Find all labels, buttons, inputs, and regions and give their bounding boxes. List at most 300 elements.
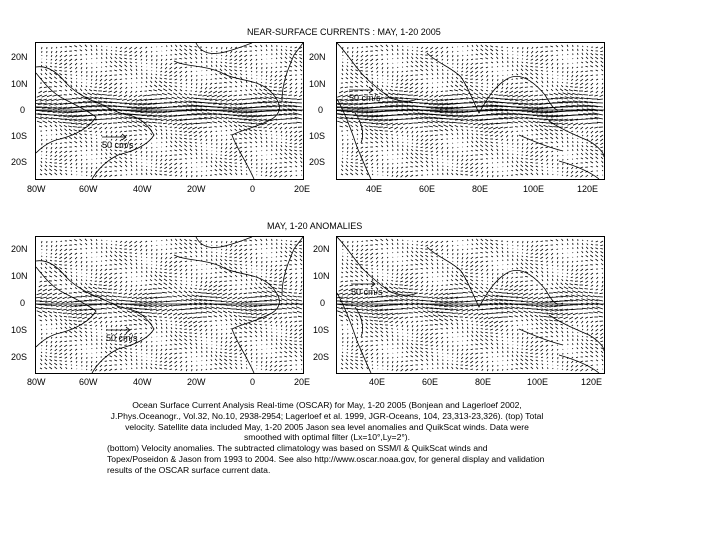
current-vector	[472, 133, 473, 135]
current-vector	[519, 91, 523, 93]
current-vector	[476, 145, 478, 147]
current-vector	[162, 309, 168, 311]
current-vector	[186, 79, 187, 81]
current-vector	[601, 61, 603, 63]
current-vector	[526, 125, 529, 127]
current-vector	[175, 369, 177, 370]
current-vector	[130, 352, 132, 353]
current-vector	[136, 162, 137, 163]
current-vector	[590, 66, 593, 67]
current-vector	[536, 73, 538, 75]
current-vector	[86, 344, 87, 345]
current-vector	[180, 365, 182, 367]
current-vector	[244, 249, 247, 251]
current-vector	[540, 55, 543, 57]
current-vector	[372, 167, 373, 168]
current-vector	[536, 129, 538, 131]
current-vector	[86, 248, 87, 249]
current-vector	[547, 74, 548, 75]
current-vector	[234, 70, 237, 71]
current-vector	[193, 321, 197, 323]
current-vector	[517, 131, 519, 132]
current-vector	[366, 133, 368, 135]
current-vector	[240, 74, 242, 76]
current-vector	[105, 269, 107, 271]
current-vector	[244, 319, 248, 321]
current-vector	[540, 63, 543, 65]
current-vector	[129, 241, 132, 243]
current-vector	[205, 285, 207, 287]
current-vector	[103, 91, 107, 92]
current-vector	[166, 59, 167, 61]
current-vector	[119, 259, 122, 261]
current-vector	[127, 121, 133, 123]
current-vector	[507, 54, 508, 55]
current-vector	[545, 55, 548, 57]
current-vector	[156, 268, 157, 269]
current-vector	[527, 51, 528, 53]
current-vector	[212, 65, 213, 67]
current-vector	[526, 66, 528, 68]
current-vector	[80, 331, 82, 333]
current-vector	[342, 65, 343, 67]
current-vector	[343, 47, 344, 49]
current-vector	[189, 291, 192, 293]
current-vector	[552, 63, 554, 65]
current-vector	[91, 175, 92, 177]
current-vector	[547, 163, 548, 165]
current-vector	[211, 139, 212, 141]
current-vector	[47, 95, 52, 97]
current-vector	[129, 55, 132, 56]
current-vector	[508, 161, 509, 163]
current-vector	[125, 91, 127, 93]
current-vector	[455, 85, 458, 87]
current-vector	[521, 69, 523, 71]
current-vector	[246, 284, 247, 285]
current-vector	[469, 89, 473, 91]
current-vector	[437, 69, 438, 71]
current-vector	[65, 159, 68, 161]
current-vector	[235, 275, 237, 277]
current-vector	[497, 61, 498, 63]
current-vector	[91, 369, 92, 371]
current-vector	[527, 55, 528, 57]
current-vector	[356, 151, 358, 153]
top-atlantic-lon-tick-80w: 80W	[27, 184, 46, 194]
current-vector	[195, 241, 197, 242]
top-right-lat-tick-10n: 10N	[309, 79, 326, 89]
current-vector	[115, 127, 117, 128]
current-vector	[590, 162, 593, 164]
current-vector	[85, 134, 87, 135]
current-vector	[179, 67, 182, 69]
current-vector	[224, 276, 227, 277]
current-vector	[148, 125, 152, 127]
current-vector	[234, 257, 237, 258]
current-vector	[46, 66, 47, 68]
current-vector	[404, 91, 408, 92]
current-vector	[301, 161, 303, 163]
current-vector	[557, 59, 558, 61]
current-vector	[59, 163, 62, 164]
current-vector	[106, 321, 108, 323]
current-vector	[141, 260, 142, 261]
current-vector	[522, 143, 523, 145]
current-vector	[271, 71, 272, 73]
current-vector	[481, 79, 483, 81]
current-vector	[234, 353, 237, 354]
current-vector	[95, 131, 97, 132]
current-vector	[587, 47, 588, 48]
current-vector	[586, 153, 588, 155]
current-vector	[190, 62, 192, 63]
current-vector	[74, 335, 77, 337]
current-vector	[171, 305, 177, 306]
current-vector	[155, 77, 157, 79]
current-vector	[526, 151, 528, 153]
current-vector	[300, 157, 302, 159]
current-vector	[206, 54, 207, 55]
current-vector	[180, 243, 182, 245]
current-vector	[81, 283, 82, 285]
current-vector	[188, 321, 192, 323]
current-vector	[370, 46, 373, 47]
current-vector	[581, 75, 584, 77]
current-vector	[171, 335, 173, 337]
current-vector	[240, 163, 242, 164]
current-vector	[299, 135, 302, 137]
current-vector	[290, 171, 292, 172]
current-vector	[355, 169, 358, 171]
current-vector	[480, 58, 483, 59]
current-vector	[177, 123, 182, 125]
current-vector	[294, 127, 297, 128]
top-atlantic-map	[35, 42, 304, 180]
current-vector	[412, 139, 413, 140]
current-vector	[86, 150, 87, 151]
current-vector	[69, 331, 72, 333]
current-vector	[86, 257, 87, 258]
current-vector	[85, 89, 87, 91]
current-vector	[76, 89, 78, 91]
current-vector	[211, 273, 212, 274]
current-vector	[137, 271, 138, 273]
current-vector	[447, 147, 448, 149]
current-vector	[149, 319, 152, 321]
current-vector	[44, 315, 47, 317]
current-vector	[141, 285, 143, 286]
current-vector	[165, 163, 167, 165]
current-vector	[56, 55, 58, 57]
current-vector	[88, 127, 92, 129]
current-vector	[536, 134, 538, 135]
current-vector	[235, 267, 237, 269]
current-vector	[75, 261, 77, 263]
current-vector	[405, 87, 408, 89]
current-vector	[299, 143, 302, 145]
current-vector	[230, 173, 232, 175]
current-vector	[131, 272, 132, 273]
current-vector	[120, 74, 122, 75]
current-vector	[591, 131, 593, 133]
current-vector	[49, 363, 52, 365]
current-vector	[65, 138, 67, 139]
top-indian-map	[336, 42, 605, 180]
current-vector	[146, 59, 147, 61]
current-vector	[155, 319, 157, 321]
current-vector	[536, 86, 538, 87]
current-vector	[476, 49, 478, 51]
current-vector	[196, 149, 197, 151]
current-vector	[347, 66, 348, 68]
current-vector	[463, 93, 469, 95]
current-vector	[145, 241, 147, 242]
current-vector	[591, 87, 593, 89]
current-vector	[81, 63, 82, 65]
current-vector	[106, 135, 107, 137]
current-vector	[397, 163, 398, 164]
current-vector	[285, 153, 287, 155]
top-indian-lon-tick-40e: 40E	[366, 184, 383, 194]
current-vector	[300, 91, 302, 93]
current-vector	[503, 95, 508, 96]
current-vector	[562, 175, 563, 176]
current-vector	[360, 63, 363, 65]
current-vector	[74, 240, 77, 242]
current-vector	[196, 157, 197, 159]
current-vector	[491, 149, 493, 151]
current-vector	[120, 83, 122, 85]
current-vector	[585, 91, 589, 92]
current-vector	[46, 260, 47, 262]
current-vector	[179, 317, 182, 319]
current-vector	[462, 159, 464, 161]
current-vector	[76, 353, 77, 355]
current-vector	[165, 353, 167, 355]
current-vector	[441, 47, 443, 49]
current-vector	[76, 75, 77, 76]
current-vector	[147, 77, 148, 79]
current-vector	[241, 85, 242, 87]
current-vector	[361, 151, 364, 153]
current-vector	[124, 252, 127, 253]
current-vector	[516, 83, 519, 84]
current-vector	[69, 323, 72, 325]
current-vector	[75, 146, 77, 147]
current-vector	[65, 51, 67, 52]
current-vector	[517, 69, 518, 71]
current-vector	[129, 135, 132, 136]
current-vector	[452, 122, 458, 123]
current-vector	[356, 59, 358, 61]
current-vector	[401, 171, 403, 173]
current-vector	[351, 165, 354, 167]
current-vector	[412, 131, 413, 133]
current-vector	[100, 167, 102, 168]
current-vector	[132, 174, 133, 175]
current-vector	[59, 74, 62, 76]
current-vector	[166, 249, 167, 250]
current-vector	[211, 359, 212, 361]
current-vector	[271, 163, 272, 164]
current-vector	[229, 359, 232, 361]
current-vector	[60, 170, 62, 171]
current-vector	[396, 175, 398, 177]
current-vector	[61, 323, 63, 325]
current-vector	[261, 45, 263, 47]
current-vector	[125, 263, 127, 265]
current-vector	[416, 175, 418, 176]
current-vector	[284, 157, 287, 159]
current-vector	[221, 341, 222, 343]
current-vector	[124, 316, 128, 317]
current-vector	[169, 365, 172, 367]
current-vector	[171, 331, 172, 333]
current-vector	[122, 99, 127, 100]
current-vector	[146, 169, 147, 171]
current-vector	[191, 87, 192, 88]
current-vector	[221, 249, 222, 250]
current-vector	[245, 159, 247, 161]
current-vector	[366, 51, 368, 52]
current-vector	[402, 135, 403, 136]
current-vector	[481, 75, 483, 77]
current-vector	[119, 252, 122, 254]
current-vector	[99, 127, 102, 129]
current-vector	[420, 157, 423, 159]
current-vector	[472, 141, 474, 143]
current-vector	[381, 45, 384, 47]
current-vector	[520, 78, 523, 79]
current-vector	[253, 93, 257, 95]
current-vector	[216, 325, 217, 326]
current-vector	[114, 289, 117, 290]
current-vector	[96, 357, 97, 358]
current-vector	[216, 135, 217, 137]
current-vector	[110, 260, 112, 261]
current-vector	[46, 253, 47, 254]
current-vector	[252, 317, 257, 318]
current-vector	[493, 171, 494, 173]
current-vector	[530, 73, 533, 75]
current-vector	[81, 349, 82, 350]
current-vector	[155, 367, 157, 369]
current-vector	[181, 175, 182, 177]
current-vector	[70, 265, 72, 266]
current-vector	[54, 169, 57, 171]
current-vector	[402, 149, 403, 151]
current-vector	[171, 130, 172, 131]
current-vector	[430, 95, 433, 97]
current-vector	[179, 53, 182, 55]
current-vector	[361, 81, 363, 83]
current-vector	[81, 353, 82, 355]
current-vector	[229, 77, 232, 79]
current-vector	[277, 141, 278, 143]
current-vector	[174, 71, 177, 73]
current-vector	[466, 159, 468, 161]
current-vector	[465, 171, 468, 172]
current-vector	[281, 135, 282, 136]
current-vector	[60, 173, 62, 175]
current-vector	[564, 127, 568, 128]
current-vector	[600, 55, 603, 56]
current-vector	[76, 283, 77, 285]
current-vector	[574, 90, 578, 91]
current-vector	[437, 162, 438, 163]
current-vector	[361, 170, 363, 171]
current-vector	[425, 95, 429, 97]
current-vector	[49, 173, 52, 175]
current-vector	[104, 83, 107, 85]
current-vector	[55, 253, 57, 255]
current-vector	[261, 137, 262, 139]
current-vector	[280, 71, 282, 72]
current-vector	[256, 349, 257, 350]
current-vector	[96, 273, 97, 275]
current-vector	[573, 123, 578, 125]
current-vector	[83, 127, 87, 128]
current-vector	[164, 283, 167, 285]
current-vector	[87, 67, 88, 69]
current-vector	[251, 159, 252, 161]
current-vector	[416, 131, 418, 133]
current-vector	[492, 71, 493, 72]
current-vector	[55, 159, 58, 160]
current-vector	[184, 53, 187, 55]
current-vector	[507, 175, 508, 176]
current-vector	[91, 79, 92, 81]
current-vector	[206, 333, 207, 335]
current-vector	[250, 142, 252, 143]
current-vector	[567, 79, 568, 80]
current-vector	[79, 327, 82, 329]
current-vector	[415, 127, 418, 128]
current-vector	[386, 45, 388, 47]
current-vector	[94, 321, 97, 323]
current-vector	[49, 315, 52, 317]
current-vector	[76, 171, 77, 172]
current-vector	[50, 162, 52, 163]
current-vector	[100, 273, 102, 275]
current-vector	[70, 71, 72, 72]
current-vector	[198, 292, 203, 293]
current-vector	[137, 315, 142, 317]
current-vector	[430, 135, 433, 136]
current-vector	[360, 163, 363, 164]
current-vector	[285, 146, 287, 147]
current-vector	[476, 54, 478, 55]
current-vector	[175, 239, 177, 241]
current-vector	[91, 243, 92, 245]
current-vector	[229, 356, 232, 357]
current-vector	[120, 47, 122, 49]
current-vector	[85, 328, 87, 329]
current-vector	[209, 285, 212, 287]
current-vector	[217, 95, 222, 97]
current-vector	[173, 291, 177, 293]
current-vector	[475, 89, 478, 91]
current-vector	[46, 130, 47, 131]
current-vector	[271, 131, 273, 132]
current-vector	[275, 167, 277, 169]
current-vector	[266, 134, 267, 135]
current-vector	[371, 71, 373, 72]
current-vector	[91, 247, 92, 249]
current-vector	[46, 345, 47, 347]
current-vector	[179, 348, 182, 349]
